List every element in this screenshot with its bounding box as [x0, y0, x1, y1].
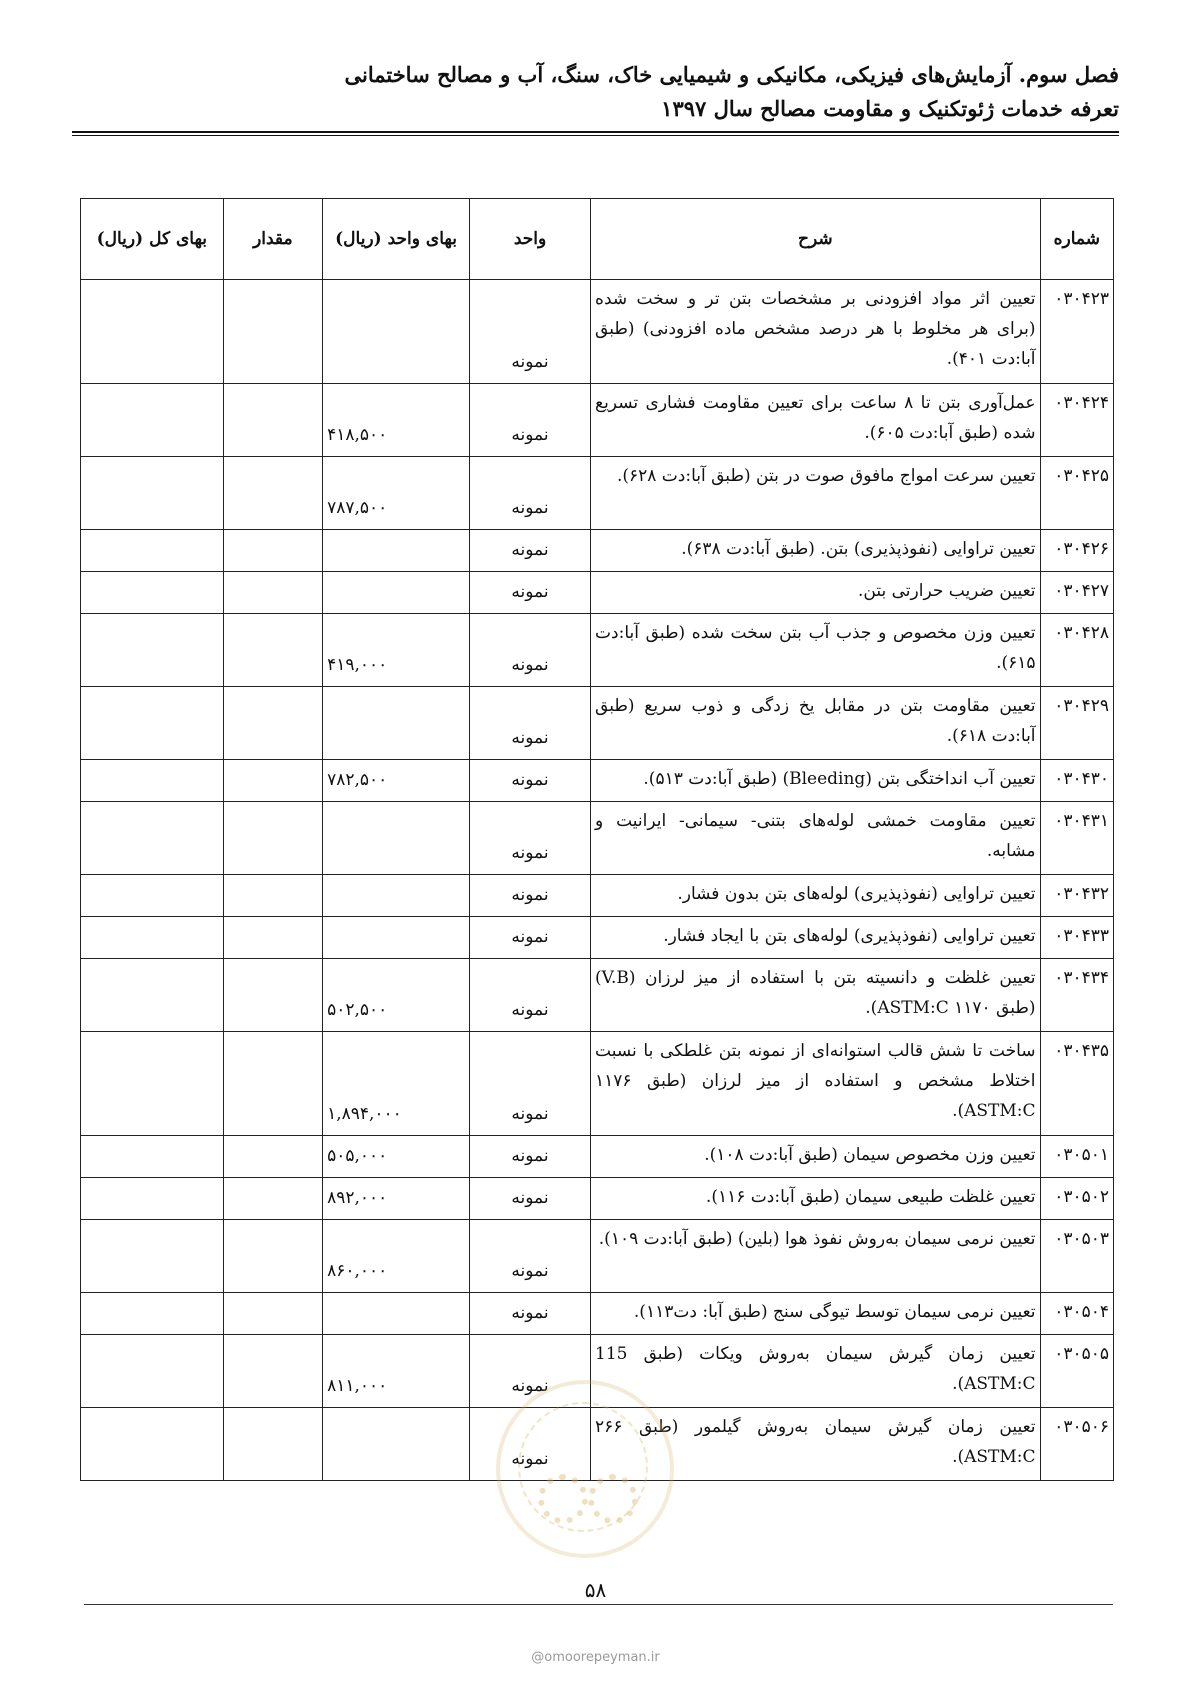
header-quantity: مقدار — [223, 199, 322, 280]
row-total-price — [81, 1178, 224, 1220]
row-number: ۰۳۰۵۰۶ — [1040, 1408, 1113, 1481]
row-quantity — [223, 1136, 322, 1178]
row-quantity — [223, 760, 322, 802]
row-quantity — [223, 280, 322, 384]
row-unit: نمونه — [470, 1178, 591, 1220]
row-description: تعیین مقاومت بتن در مقابل یخ زدگی و ذوب سریع (طبق آبا:دت ۶۱۸). — [591, 687, 1041, 760]
row-unit-price — [323, 572, 470, 614]
row-quantity — [223, 875, 322, 917]
page-header — [69, 58, 1119, 126]
row-number: ۰۳۰۴۲۷ — [1040, 572, 1113, 614]
header-number: شماره — [1040, 199, 1113, 280]
row-number: ۰۳۰۴۲۳ — [1040, 280, 1113, 384]
row-total-price — [81, 802, 224, 875]
table-row — [81, 959, 1114, 1032]
row-description: تعیین ضریب حرارتی بتن. — [591, 572, 1041, 614]
row-quantity — [223, 572, 322, 614]
row-unit: نمونه — [470, 1220, 591, 1293]
footer-rule — [84, 1604, 1113, 1605]
row-unit: نمونه — [470, 572, 591, 614]
row-description: تعیین نرمی سیمان توسط تیوگی سنج (طبق آبا: دت۱۱۳). — [591, 1293, 1041, 1335]
row-unit: نمونه — [470, 1136, 591, 1178]
row-unit: نمونه — [470, 1293, 591, 1335]
row-description: تعیین مقاومت خمشی لوله‌های بتنی- سیمانی- ایرانیت و مشابه. — [591, 802, 1041, 875]
tariff-table — [80, 198, 1114, 1481]
row-unit-price: ۵۰۵,۰۰۰ — [323, 1136, 470, 1178]
row-unit-price: ۴۱۸,۵۰۰ — [323, 384, 470, 457]
row-total-price — [81, 1408, 224, 1481]
row-description: تعیین وزن مخصوص سیمان (طبق آبا:دت ۱۰۸). — [591, 1136, 1041, 1178]
header-rule-thin — [72, 135, 1119, 136]
row-unit-price — [323, 530, 470, 572]
row-description: تعیین غلظت طبیعی سیمان (طبق آبا:دت ۱۱۶). — [591, 1178, 1041, 1220]
row-number: ۰۳۰۵۰۲ — [1040, 1178, 1113, 1220]
row-number: ۰۳۰۵۰۴ — [1040, 1293, 1113, 1335]
row-quantity — [223, 917, 322, 959]
row-unit-price: ۷۸۲,۵۰۰ — [323, 760, 470, 802]
website-watermark: @omoorepeyman.ir — [531, 1650, 660, 1665]
row-unit: نمونه — [470, 1335, 591, 1408]
row-unit: نمونه — [470, 1032, 591, 1136]
row-quantity — [223, 1178, 322, 1220]
row-number: ۰۳۰۵۰۵ — [1040, 1335, 1113, 1408]
header-unit-price: بهای واحد (ریال) — [323, 199, 470, 280]
row-number: ۰۳۰۴۲۸ — [1040, 614, 1113, 687]
row-unit-price: ۴۱۹,۰۰۰ — [323, 614, 470, 687]
row-quantity — [223, 687, 322, 760]
row-unit-price — [323, 917, 470, 959]
row-quantity — [223, 457, 322, 530]
row-number: ۰۳۰۴۳۵ — [1040, 1032, 1113, 1136]
row-number: ۰۳۰۴۲۵ — [1040, 457, 1113, 530]
table-header-row — [81, 199, 1114, 280]
page-number: ۵۸ — [584, 1578, 607, 1602]
row-unit-price — [323, 1293, 470, 1335]
row-unit: نمونه — [470, 760, 591, 802]
gear-icon — [588, 1474, 638, 1524]
row-unit: نمونه — [470, 280, 591, 384]
row-description: ساخت تا شش قالب استوانه‌ای از نمونه بتن غلطکی با نسبت اختلاط مشخص و استفاده از میز لرزان (طبق ۱۱۷۶ ASTM:C). — [591, 1032, 1041, 1136]
row-unit-price — [323, 802, 470, 875]
row-quantity — [223, 1032, 322, 1136]
row-quantity — [223, 1293, 322, 1335]
row-total-price — [81, 1335, 224, 1408]
row-total-price — [81, 572, 224, 614]
row-description: تعیین سرعت امواج مافوق صوت در بتن (طبق آبا:دت ۶۲۸). — [591, 457, 1041, 530]
table-row — [81, 572, 1114, 614]
header-total-price: بهای کل (ریال) — [81, 199, 224, 280]
header-unit: واحد — [470, 199, 591, 280]
row-description: تعیین زمان گیرش سیمان به‌روش گیلمور (طبق ۲۶۶ ASTM:C). — [591, 1408, 1041, 1481]
row-unit-price — [323, 280, 470, 384]
row-description: تعیین نرمی سیمان به‌روش نفوذ هوا (بلین) (طبق آبا:دت ۱۰۹). — [591, 1220, 1041, 1293]
row-total-price — [81, 687, 224, 760]
row-unit: نمونه — [470, 530, 591, 572]
row-quantity — [223, 802, 322, 875]
row-description: عمل‌آوری بتن تا ۸ ساعت برای تعیین مقاومت فشاری تسریع شده (طبق آبا:دت ۶۰۵). — [591, 384, 1041, 457]
row-number: ۰۳۰۴۳۰ — [1040, 760, 1113, 802]
row-total-price — [81, 457, 224, 530]
row-unit: نمونه — [470, 457, 591, 530]
row-total-price — [81, 1293, 224, 1335]
row-number: ۰۳۰۵۰۳ — [1040, 1220, 1113, 1293]
row-total-price — [81, 614, 224, 687]
row-unit-price: ۸۹۲,۰۰۰ — [323, 1178, 470, 1220]
table-row — [81, 457, 1114, 530]
row-quantity — [223, 1335, 322, 1408]
chapter-title: فصل سوم. آزمایش‌های فیزیکی، مکانیکی و شیمیایی خاک، سنگ، آب و مصالح ساختمانی — [344, 62, 1119, 87]
publisher-stamp-watermark — [496, 1380, 674, 1558]
row-description: تعیین تراوایی (نفوذپذیری) لوله‌های بتن بدون فشار. — [591, 875, 1041, 917]
row-total-price — [81, 875, 224, 917]
table-row — [81, 280, 1114, 384]
row-number: ۰۳۰۴۲۴ — [1040, 384, 1113, 457]
table-row — [81, 760, 1114, 802]
row-unit-price: ۷۸۷,۵۰۰ — [323, 457, 470, 530]
row-description: تعیین تراوایی (نفوذپذیری) لوله‌های بتن با ایجاد فشار. — [591, 917, 1041, 959]
table-row — [81, 1136, 1114, 1178]
row-quantity — [223, 614, 322, 687]
row-number: ۰۳۰۴۳۲ — [1040, 875, 1113, 917]
table-row — [81, 875, 1114, 917]
row-unit: نمونه — [470, 917, 591, 959]
table-row — [81, 802, 1114, 875]
row-description: تعیین آب انداختگی بتن (Bleeding) (طبق آبا:دت ۵۱۳). — [591, 760, 1041, 802]
row-unit: نمونه — [470, 687, 591, 760]
table-row — [81, 1220, 1114, 1293]
row-total-price — [81, 917, 224, 959]
table-row — [81, 384, 1114, 457]
row-unit: نمونه — [470, 875, 591, 917]
row-unit-price — [323, 1408, 470, 1481]
row-total-price — [81, 530, 224, 572]
row-total-price — [81, 959, 224, 1032]
row-unit-price — [323, 875, 470, 917]
table-row — [81, 1032, 1114, 1136]
header-rule-thick — [72, 131, 1119, 133]
row-unit-price: ۸۱۱,۰۰۰ — [323, 1335, 470, 1408]
header-description: شرح — [591, 199, 1041, 280]
row-description: تعیین اثر مواد افزودنی بر مشخصات بتن تر و سخت شده (برای هر مخلوط با هر درصد مشخص ماده افزودنی) (طبق آبا:دت ۴۰۱). — [591, 280, 1041, 384]
gear-icon — [538, 1474, 588, 1524]
row-unit-price — [323, 687, 470, 760]
row-total-price — [81, 280, 224, 384]
row-number: ۰۳۰۴۳۴ — [1040, 959, 1113, 1032]
table-row — [81, 530, 1114, 572]
row-description: تعیین وزن مخصوص و جذب آب بتن سخت شده (طبق آبا:دت ۶۱۵). — [591, 614, 1041, 687]
row-number: ۰۳۰۴۲۶ — [1040, 530, 1113, 572]
row-unit: نمونه — [470, 384, 591, 457]
row-number: ۰۳۰۴۳۳ — [1040, 917, 1113, 959]
row-number: ۰۳۰۵۰۱ — [1040, 1136, 1113, 1178]
table-row — [81, 917, 1114, 959]
row-unit: نمونه — [470, 959, 591, 1032]
row-description: تعیین غلظت و دانسیته بتن با استفاده از میز لرزان (V.B) (طبق ۱۱۷۰ ASTM:C). — [591, 959, 1041, 1032]
row-unit-price: ۸۶۰,۰۰۰ — [323, 1220, 470, 1293]
row-total-price — [81, 384, 224, 457]
row-unit: نمونه — [470, 1408, 591, 1481]
row-quantity — [223, 1220, 322, 1293]
table-row — [81, 1178, 1114, 1220]
table-row — [81, 1293, 1114, 1335]
row-total-price — [81, 1220, 224, 1293]
row-quantity — [223, 959, 322, 1032]
row-quantity — [223, 384, 322, 457]
table-row — [81, 614, 1114, 687]
row-unit: نمونه — [470, 614, 591, 687]
row-total-price — [81, 760, 224, 802]
tariff-title: تعرفه خدمات ژئوتکنیک و مقاومت مصالح سال ۱۳۹۷ — [661, 96, 1119, 121]
row-unit-price: ۵۰۲,۵۰۰ — [323, 959, 470, 1032]
row-unit: نمونه — [470, 802, 591, 875]
row-quantity — [223, 530, 322, 572]
row-total-price — [81, 1032, 224, 1136]
row-number: ۰۳۰۴۲۹ — [1040, 687, 1113, 760]
row-unit-price: ۱,۸۹۴,۰۰۰ — [323, 1032, 470, 1136]
table-row — [81, 687, 1114, 760]
row-total-price — [81, 1136, 224, 1178]
row-number: ۰۳۰۴۳۱ — [1040, 802, 1113, 875]
row-quantity — [223, 1408, 322, 1481]
row-description: تعیین تراوایی (نفوذپذیری) بتن. (طبق آبا:دت ۶۳۸). — [591, 530, 1041, 572]
row-description: تعیین زمان گیرش سیمان به‌روش ویکات (طبق 115 ASTM:C). — [591, 1335, 1041, 1408]
